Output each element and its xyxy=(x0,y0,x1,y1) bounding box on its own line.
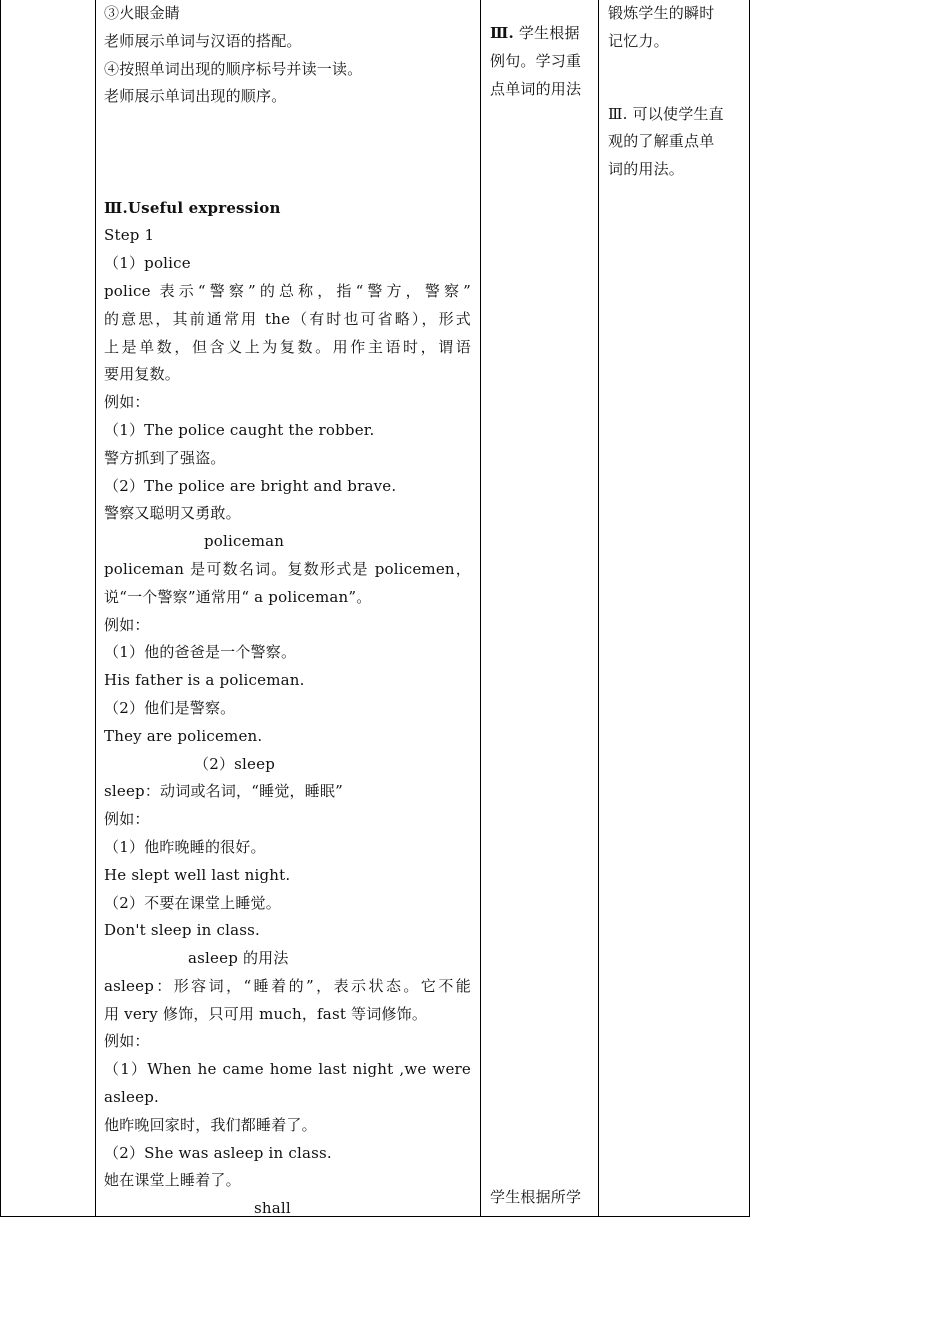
example-sentence: （2）The police are bright and brave. xyxy=(104,476,397,495)
word-heading: shall xyxy=(254,1199,291,1218)
example-translation: His father is a policeman. xyxy=(104,671,305,690)
explanation-line: 上是单数，但含义上为复数。用作主语时，谓语 xyxy=(104,337,471,356)
student-activity-line: 点单词的用法 xyxy=(490,79,582,98)
purpose-line: 记忆力。 xyxy=(608,31,669,50)
example-label: 例如： xyxy=(104,393,150,412)
example-sentence: （1）他的爸爸是一个警察。 xyxy=(104,643,297,662)
example-sentence: （1）他昨晚睡的很好。 xyxy=(104,837,266,856)
activity-line: ③火眼金睛 xyxy=(104,4,181,22)
design-purpose-column xyxy=(599,0,750,1217)
example-sentence: （2）不要在课堂上睡觉。 xyxy=(104,893,281,912)
example-sentence: （2）他们是警察。 xyxy=(104,698,236,717)
purpose-line: 词的用法。 xyxy=(608,160,685,179)
example-sentence: （2）She was asleep in class. xyxy=(104,1143,332,1162)
explanation-line: sleep：动词或名词，“睡觉，睡眠” xyxy=(104,782,343,801)
teaching-content-column xyxy=(96,0,480,1217)
example-translation: 警察又聪明又勇敢。 xyxy=(104,504,241,523)
example-sentence: （1）When he came home last night ,we were xyxy=(104,1060,471,1079)
example-label: 例如： xyxy=(104,615,150,634)
explanation-line: police 表示“警察”的总称，指“警方，警察” xyxy=(104,281,471,300)
word-heading: （1）police xyxy=(104,254,191,273)
example-translation: He slept well last night. xyxy=(104,865,291,884)
section-heading: Ⅲ.Useful expression xyxy=(104,198,281,217)
example-label: 例如： xyxy=(104,1032,150,1051)
explanation-line: 说“一个警察”通常用“ a policeman”。 xyxy=(104,587,372,606)
activity-line: 老师展示单词与汉语的搭配。 xyxy=(104,31,302,50)
example-label: 例如： xyxy=(104,810,150,829)
example-translation: 她在课堂上睡着了。 xyxy=(104,1171,241,1190)
explanation-line: 的意思，其前通常用 the（有时也可省略），形式 xyxy=(104,309,471,328)
step-label: Step 1 xyxy=(104,226,155,245)
student-activity-bottom-line: 学生根据所学 xyxy=(490,1188,582,1206)
student-activity-line: 例句。学习重 xyxy=(490,51,582,70)
example-translation: Don't sleep in class. xyxy=(104,921,260,940)
example-translation: 他昨晚回家时，我们都睡着了。 xyxy=(104,1115,317,1134)
student-activity-line: Ⅲ. 学生根据 xyxy=(490,24,580,42)
activity-line: ④按照单词出现的顺序标号并读一读。 xyxy=(104,59,363,78)
word-heading: asleep 的用法 xyxy=(188,949,289,968)
activity-line: 老师展示单词出现的顺序。 xyxy=(104,87,287,106)
explanation-line: 要用复数。 xyxy=(104,365,181,384)
word-heading: （2）sleep xyxy=(194,754,275,773)
empty-first-column xyxy=(1,0,95,1217)
example-translation: 警方抓到了强盗。 xyxy=(104,448,226,467)
purpose-line: 锻炼学生的瞬时 xyxy=(608,4,715,22)
example-sentence: asleep. xyxy=(104,1088,159,1107)
explanation-line: 用 very 修饰，只可用 much，fast 等词修饰。 xyxy=(104,1004,428,1023)
purpose-line: Ⅲ. 可以使学生直 xyxy=(608,104,724,123)
example-translation: They are policemen. xyxy=(104,726,263,745)
student-activity-column xyxy=(481,0,598,1217)
purpose-line: 观的了解重点单 xyxy=(608,132,715,151)
example-sentence: （1）The police caught the robber. xyxy=(104,420,375,439)
word-heading: policeman xyxy=(204,532,285,551)
explanation-line: policeman 是可数名词。复数形式是 policemen， xyxy=(104,559,471,578)
explanation-line: asleep：形容词，“睡着的”，表示状态。它不能 xyxy=(104,976,471,995)
